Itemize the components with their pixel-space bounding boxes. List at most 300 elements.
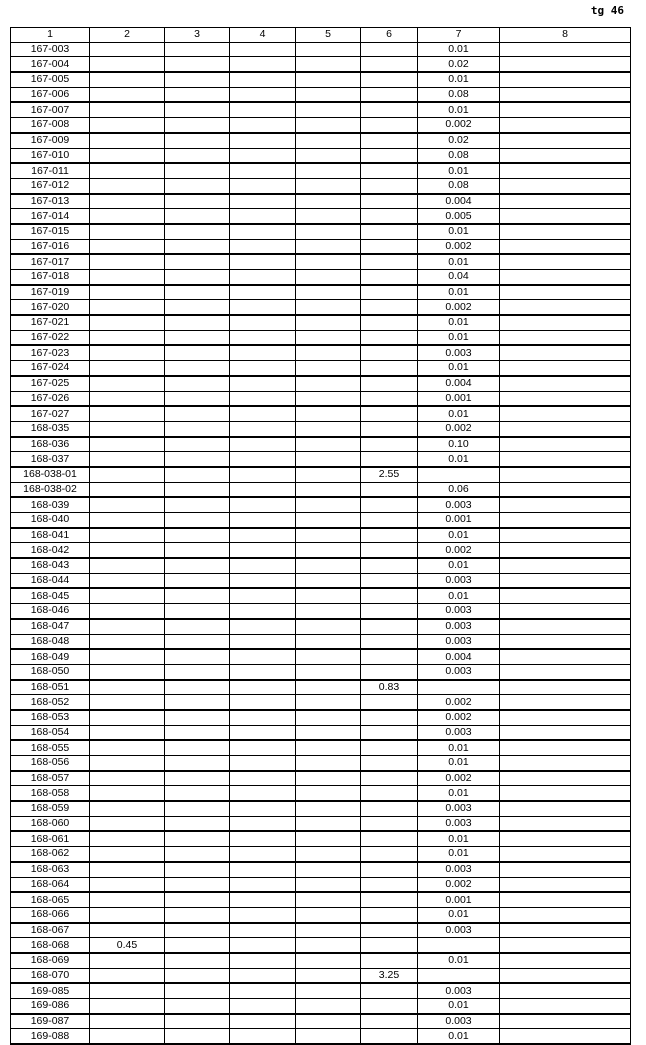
table-cell (165, 133, 230, 148)
column-header: 2 (90, 28, 165, 43)
table-cell (230, 907, 296, 922)
table-cell (361, 923, 418, 938)
table-cell (296, 452, 361, 467)
table-cell (361, 118, 418, 133)
table-cell (418, 968, 500, 983)
table-cell (361, 619, 418, 634)
header-row (11, 28, 631, 43)
table-cell (230, 361, 296, 376)
table-cell: 0.10 (418, 437, 500, 452)
table-cell (165, 194, 230, 209)
table-row (11, 300, 631, 315)
table-cell (90, 1029, 165, 1044)
table-row (11, 999, 631, 1014)
table-row (11, 983, 631, 998)
table-cell: 0.01 (418, 756, 500, 771)
table-cell (361, 695, 418, 710)
table-cell: 0.01 (418, 361, 500, 376)
table-cell (500, 330, 631, 345)
table-row (11, 847, 631, 862)
table-cell: 0.003 (418, 573, 500, 588)
table-cell (500, 604, 631, 619)
table-cell (500, 361, 631, 376)
table-cell: 0.01 (418, 831, 500, 846)
table-cell (165, 330, 230, 345)
table-cell: 0.004 (418, 649, 500, 664)
table-cell (230, 543, 296, 558)
table-cell: 0.003 (418, 634, 500, 649)
sample-id-cell: 167-020 (11, 300, 90, 315)
table-cell (500, 710, 631, 725)
column-header: 4 (230, 28, 296, 43)
table-cell (296, 847, 361, 862)
table-cell (361, 604, 418, 619)
table-cell (296, 740, 361, 755)
table-cell: 0.08 (418, 87, 500, 102)
table-cell (296, 862, 361, 877)
sample-id-cell: 168-049 (11, 649, 90, 664)
table-cell (90, 664, 165, 679)
table-cell (296, 163, 361, 178)
table-cell (165, 361, 230, 376)
table-cell (90, 847, 165, 862)
table-cell (90, 133, 165, 148)
table-cell (296, 87, 361, 102)
table-cell (230, 391, 296, 406)
table-cell (230, 285, 296, 300)
table-cell (165, 57, 230, 72)
table-cell (361, 649, 418, 664)
table-row (11, 892, 631, 907)
table-cell (165, 740, 230, 755)
table-cell (165, 649, 230, 664)
sample-id-cell: 167-016 (11, 239, 90, 254)
table-cell (500, 300, 631, 315)
table-cell (296, 938, 361, 953)
table-cell (361, 57, 418, 72)
table-cell (500, 421, 631, 436)
sample-id-cell: 167-021 (11, 315, 90, 330)
table-cell (500, 315, 631, 330)
table-cell (361, 664, 418, 679)
table-cell (500, 1029, 631, 1044)
table-cell (165, 847, 230, 862)
table-cell: 0.003 (418, 619, 500, 634)
table-cell (296, 786, 361, 801)
table-cell (230, 376, 296, 391)
table-cell (165, 148, 230, 163)
table-cell (90, 816, 165, 831)
sample-id-cell: 168-058 (11, 786, 90, 801)
table-cell (296, 695, 361, 710)
table-row (11, 194, 631, 209)
table-cell (90, 573, 165, 588)
sample-id-cell: 168-044 (11, 573, 90, 588)
sample-id-cell: 167-014 (11, 209, 90, 224)
table-row (11, 345, 631, 360)
table-cell (361, 771, 418, 786)
table-cell: 0.06 (418, 482, 500, 497)
table-cell (500, 877, 631, 892)
table-cell: 0.01 (418, 907, 500, 922)
table-cell: 2.55 (361, 467, 418, 482)
table-cell (361, 87, 418, 102)
table-cell (296, 482, 361, 497)
table-cell (296, 1029, 361, 1044)
table-cell: 0.04 (418, 270, 500, 285)
sample-id-cell: 168-061 (11, 831, 90, 846)
table-cell (230, 163, 296, 178)
sample-id-cell: 167-019 (11, 285, 90, 300)
table-cell (500, 786, 631, 801)
table-cell (500, 847, 631, 862)
table-cell (90, 831, 165, 846)
table-cell (230, 421, 296, 436)
sample-id-cell: 168-055 (11, 740, 90, 755)
table-cell (296, 543, 361, 558)
table-cell (90, 877, 165, 892)
table-cell (500, 513, 631, 528)
table-cell (296, 999, 361, 1014)
table-cell: 0.005 (418, 209, 500, 224)
table-cell (230, 968, 296, 983)
table-cell: 0.001 (418, 391, 500, 406)
table-cell (296, 42, 361, 57)
table-cell (90, 801, 165, 816)
table-cell (90, 604, 165, 619)
table-cell (296, 254, 361, 269)
table-cell (500, 270, 631, 285)
table-cell (361, 376, 418, 391)
table-cell (230, 270, 296, 285)
table-cell: 0.003 (418, 801, 500, 816)
table-cell (361, 330, 418, 345)
table-cell (500, 816, 631, 831)
table-cell (165, 634, 230, 649)
sample-id-cell: 168-038-02 (11, 482, 90, 497)
table-cell: 0.003 (418, 725, 500, 740)
table-cell (165, 923, 230, 938)
table-cell (90, 619, 165, 634)
table-cell (230, 831, 296, 846)
table-cell: 0.003 (418, 1014, 500, 1029)
table-cell: 0.01 (418, 285, 500, 300)
table-row (11, 391, 631, 406)
table-row (11, 148, 631, 163)
table-cell (361, 437, 418, 452)
sample-id-cell: 168-063 (11, 862, 90, 877)
table-cell (500, 968, 631, 983)
table-cell (296, 270, 361, 285)
table-cell (230, 558, 296, 573)
table-cell: 0.002 (418, 300, 500, 315)
sample-id-cell: 168-053 (11, 710, 90, 725)
table-cell (165, 421, 230, 436)
table-cell (500, 983, 631, 998)
page-number: tg 46 (590, 4, 624, 17)
table-row (11, 680, 631, 695)
table-cell (361, 163, 418, 178)
table-cell (418, 680, 500, 695)
table-cell (296, 528, 361, 543)
sample-id-cell: 167-017 (11, 254, 90, 269)
table-cell (361, 194, 418, 209)
table-cell (90, 330, 165, 345)
table-row (11, 1029, 631, 1044)
table-cell (230, 999, 296, 1014)
table-cell (418, 938, 500, 953)
table-cell: 0.003 (418, 983, 500, 998)
sample-id-cell: 167-027 (11, 406, 90, 421)
table-cell (230, 604, 296, 619)
table-cell (165, 72, 230, 87)
table-cell (500, 619, 631, 634)
table-cell (361, 285, 418, 300)
table-cell (361, 816, 418, 831)
table-cell (165, 588, 230, 603)
table-cell (165, 938, 230, 953)
sample-id-cell: 168-066 (11, 907, 90, 922)
table-cell (230, 148, 296, 163)
table-cell: 0.003 (418, 862, 500, 877)
table-cell (296, 133, 361, 148)
table-cell: 0.01 (418, 42, 500, 57)
table-cell (500, 999, 631, 1014)
table-cell (90, 406, 165, 421)
table-cell (296, 680, 361, 695)
table-cell (165, 877, 230, 892)
table-cell (500, 497, 631, 512)
table-cell (418, 467, 500, 482)
table-cell (500, 907, 631, 922)
table-cell (296, 57, 361, 72)
table-cell (230, 983, 296, 998)
table-row (11, 801, 631, 816)
table-cell (500, 391, 631, 406)
sample-id-cell: 167-022 (11, 330, 90, 345)
table-cell (361, 831, 418, 846)
table-row (11, 923, 631, 938)
table-cell (296, 877, 361, 892)
table-cell (500, 87, 631, 102)
table-cell (230, 680, 296, 695)
table-row (11, 877, 631, 892)
table-cell (230, 725, 296, 740)
table-cell: 0.01 (418, 1029, 500, 1044)
table-cell (361, 801, 418, 816)
table-cell (165, 270, 230, 285)
sample-id-cell: 168-045 (11, 588, 90, 603)
table-cell: 0.01 (418, 452, 500, 467)
table-cell (165, 968, 230, 983)
table-cell (165, 118, 230, 133)
table-cell (296, 148, 361, 163)
table-cell (500, 1014, 631, 1029)
sample-id-cell: 167-026 (11, 391, 90, 406)
table-cell (296, 664, 361, 679)
table-cell (361, 178, 418, 193)
sample-id-cell: 168-054 (11, 725, 90, 740)
table-row (11, 178, 631, 193)
table-row (11, 938, 631, 953)
table-cell (230, 497, 296, 512)
table-cell (90, 695, 165, 710)
table-cell (90, 543, 165, 558)
table-cell (361, 938, 418, 953)
table-cell (165, 163, 230, 178)
table-cell (500, 725, 631, 740)
sample-id-cell: 167-023 (11, 345, 90, 360)
table-cell (500, 148, 631, 163)
table-cell (90, 999, 165, 1014)
sample-id-cell: 169-088 (11, 1029, 90, 1044)
table-cell (230, 345, 296, 360)
sample-id-cell: 169-085 (11, 983, 90, 998)
table-row (11, 133, 631, 148)
table-cell (230, 801, 296, 816)
table-row (11, 361, 631, 376)
table-cell (165, 452, 230, 467)
sample-id-cell: 167-003 (11, 42, 90, 57)
table-cell (500, 57, 631, 72)
sample-id-cell: 167-012 (11, 178, 90, 193)
column-header: 1 (11, 28, 90, 43)
table-cell (90, 558, 165, 573)
table-cell (361, 1014, 418, 1029)
table-cell: 0.01 (418, 588, 500, 603)
table-cell (90, 892, 165, 907)
table-cell (361, 315, 418, 330)
sample-id-cell: 168-057 (11, 771, 90, 786)
table-row (11, 756, 631, 771)
table-cell (90, 497, 165, 512)
table-cell (230, 406, 296, 421)
table-cell (500, 376, 631, 391)
table-row (11, 604, 631, 619)
column-header: 5 (296, 28, 361, 43)
table-cell (361, 786, 418, 801)
table-cell (90, 649, 165, 664)
table-cell: 0.002 (418, 877, 500, 892)
table-cell (165, 1014, 230, 1029)
table-row (11, 664, 631, 679)
table-row (11, 330, 631, 345)
table-cell (90, 209, 165, 224)
table-cell (296, 209, 361, 224)
table-cell (165, 999, 230, 1014)
table-cell (90, 102, 165, 117)
table-cell (500, 224, 631, 239)
table-cell (90, 345, 165, 360)
table-cell (90, 239, 165, 254)
table-cell (361, 421, 418, 436)
table-cell (230, 1029, 296, 1044)
table-cell (296, 300, 361, 315)
table-cell: 0.01 (418, 224, 500, 239)
table-cell (361, 573, 418, 588)
table-cell: 0.01 (418, 847, 500, 862)
sample-id-cell: 168-046 (11, 604, 90, 619)
table-cell (296, 345, 361, 360)
table-row (11, 224, 631, 239)
table-cell: 0.003 (418, 816, 500, 831)
table-cell (230, 847, 296, 862)
table-cell (361, 224, 418, 239)
table-cell (500, 634, 631, 649)
table-cell (90, 421, 165, 436)
sample-id-cell: 167-011 (11, 163, 90, 178)
table-cell (500, 452, 631, 467)
sample-id-cell: 167-006 (11, 87, 90, 102)
table-cell (500, 649, 631, 664)
table-cell (90, 224, 165, 239)
table-row (11, 239, 631, 254)
table-row (11, 695, 631, 710)
sample-id-cell: 167-009 (11, 133, 90, 148)
table-cell (500, 862, 631, 877)
table-cell: 0.01 (418, 163, 500, 178)
table-cell (296, 831, 361, 846)
table-cell (90, 452, 165, 467)
table-cell: 0.01 (418, 72, 500, 87)
table-cell (90, 756, 165, 771)
table-cell (296, 102, 361, 117)
table-row (11, 740, 631, 755)
table-cell (165, 604, 230, 619)
table-cell (296, 892, 361, 907)
table-cell (230, 330, 296, 345)
table-cell: 0.01 (418, 254, 500, 269)
table-cell (500, 680, 631, 695)
table-cell: 0.01 (418, 999, 500, 1014)
column-header: 3 (165, 28, 230, 43)
table-cell (90, 57, 165, 72)
table-cell (90, 528, 165, 543)
table-cell: 0.003 (418, 604, 500, 619)
table-row (11, 315, 631, 330)
table-cell (500, 285, 631, 300)
table-cell (296, 437, 361, 452)
table-row (11, 452, 631, 467)
table-cell (296, 1014, 361, 1029)
table-cell: 0.002 (418, 543, 500, 558)
table-cell (90, 467, 165, 482)
sample-id-cell: 167-013 (11, 194, 90, 209)
table-row (11, 376, 631, 391)
table-cell (165, 87, 230, 102)
table-cell (90, 376, 165, 391)
table-row (11, 619, 631, 634)
table-cell (90, 740, 165, 755)
table-cell: 0.002 (418, 695, 500, 710)
table-cell (230, 756, 296, 771)
table-cell (230, 634, 296, 649)
table-cell (296, 604, 361, 619)
table-cell (90, 72, 165, 87)
table-cell (230, 133, 296, 148)
table-cell (230, 740, 296, 755)
table-cell (165, 786, 230, 801)
table-row (11, 1014, 631, 1029)
column-header: 7 (418, 28, 500, 43)
table-row (11, 649, 631, 664)
table-cell (90, 42, 165, 57)
table-cell: 0.08 (418, 178, 500, 193)
table-cell: 0.01 (418, 528, 500, 543)
table-cell (361, 983, 418, 998)
table-cell (165, 680, 230, 695)
table-row (11, 421, 631, 436)
